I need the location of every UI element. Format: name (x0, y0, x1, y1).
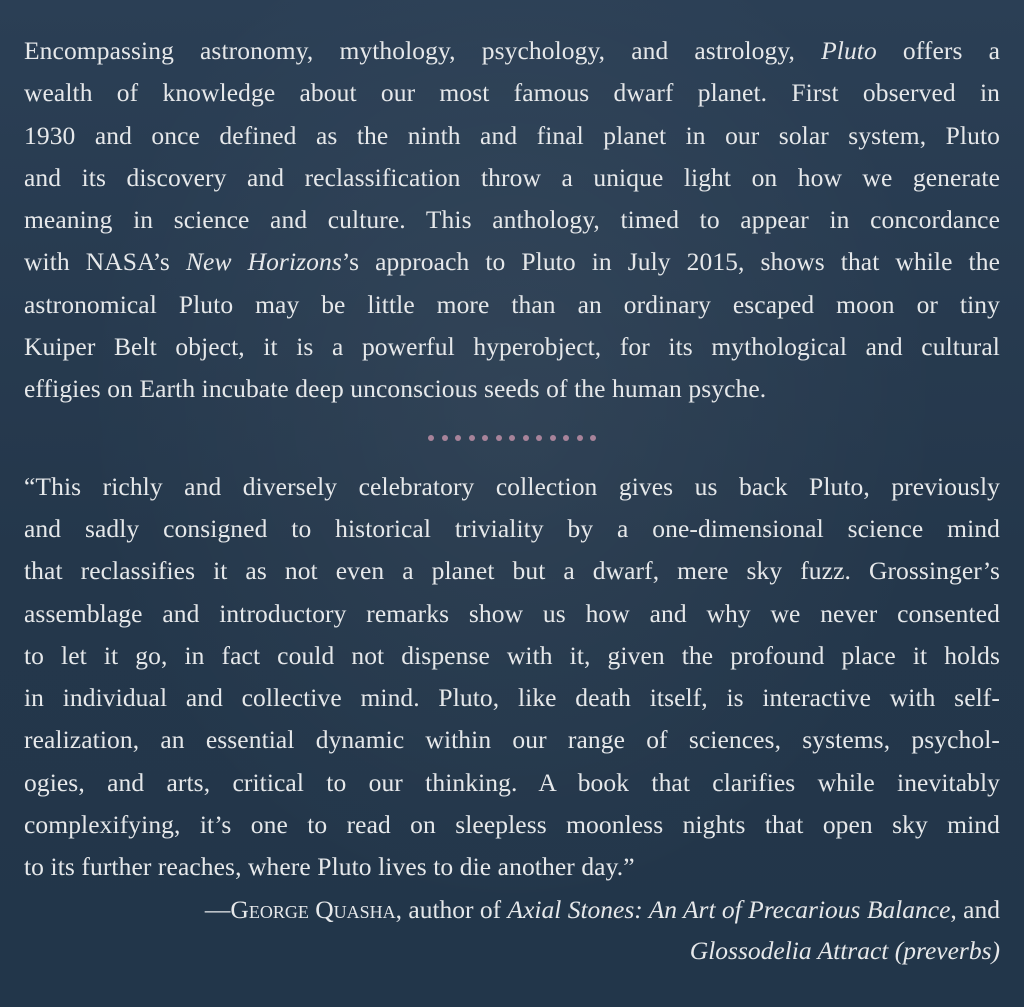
endorsement-quote (24, 466, 1000, 889)
divider-dot (509, 435, 515, 441)
description-line: Kuiper Belt object, it is a powerful hyperobject, for its mythological and cultural (24, 332, 1000, 362)
attribution-connector: , and (950, 894, 1000, 924)
quote-line: complexifying, it’s one to read on sleepless moonless nights that open sky mind (24, 810, 1000, 840)
attribution-line-1 (24, 889, 1000, 930)
divider-dot (469, 435, 475, 441)
quote-line: “This richly and diversely celebratory collection gives us back Pluto, previously (24, 471, 1000, 501)
quote-line: to let it go, in fact could not dispense with it, given the profound place it holds (24, 640, 1000, 670)
attribution-line-2 (24, 930, 1000, 971)
italic-title: Pluto (821, 36, 877, 65)
ornamental-dot-divider (24, 435, 1000, 441)
divider-dot (482, 435, 488, 441)
quote-line: that reclassifies it as not even a planet but a dwarf, mere sky fuzz. Grossinger’s (24, 556, 1000, 586)
attribution-middle-text: , author of (395, 894, 508, 924)
quote-line: ogies, and arts, critical to our thinking. A book that clarifies while inevitably (24, 767, 1000, 797)
quote-line: assemblage and introductory remarks show us how and why we never consented (24, 598, 1000, 628)
quote-line: to its further reaches, where Pluto lives to die another day.” (24, 852, 635, 882)
description-line: effigies on Earth incubate deep unconscious seeds of the human psyche. (24, 374, 767, 404)
quote-paragraph (24, 466, 1000, 889)
quote-attribution (24, 889, 1000, 971)
divider-dot (590, 435, 596, 441)
description-line: astronomical Pluto may be little more than an ordinary escaped moon or tiny (24, 289, 1000, 319)
divider-dot (577, 435, 583, 441)
attribution-dash: — (204, 894, 231, 924)
description-line: 1930 and once defined as the ninth and final planet in our solar system, Pluto (24, 120, 1000, 150)
quote-line: and sadly consigned to historical triviality by a one-dimensional science mind (24, 513, 1000, 543)
description-line: meaning in science and culture. This anthology, timed to appear in concordance (24, 205, 1000, 235)
divider-dot (536, 435, 542, 441)
description-paragraph (24, 30, 1000, 411)
divider-dot (496, 435, 502, 441)
book-description (24, 30, 1000, 411)
description-line: and its discovery and reclassification throw a unique light on how we generate (24, 162, 1000, 192)
description-line: with NASA’s New Horizons’s approach to Pluto in July 2015, shows that while the (24, 247, 1000, 277)
description-line: wealth of knowledge about our most famous dwarf planet. First observed in (24, 78, 1000, 108)
divider-dot (523, 435, 529, 441)
attribution-author-name: George Quasha (230, 894, 396, 924)
divider-dot (455, 435, 461, 441)
attribution-book-title-2: Glossodelia Attract (preverbs) (689, 935, 1000, 965)
attribution-book-title-1: Axial Stones: An Art of Precarious Balance (507, 894, 951, 924)
divider-dot (442, 435, 448, 441)
description-line: Encompassing astronomy, mythology, psychology, and astrology, Pluto offers a (24, 36, 1000, 65)
quote-line: realization, an essential dynamic within our range of sciences, systems, psychol- (24, 725, 1000, 755)
italic-title: New Horizons (185, 247, 342, 277)
quote-line: in individual and collective mind. Pluto, like death itself, is interactive with self- (24, 683, 1000, 713)
divider-dot (428, 435, 434, 441)
divider-dot (550, 435, 556, 441)
divider-dot (563, 435, 569, 441)
